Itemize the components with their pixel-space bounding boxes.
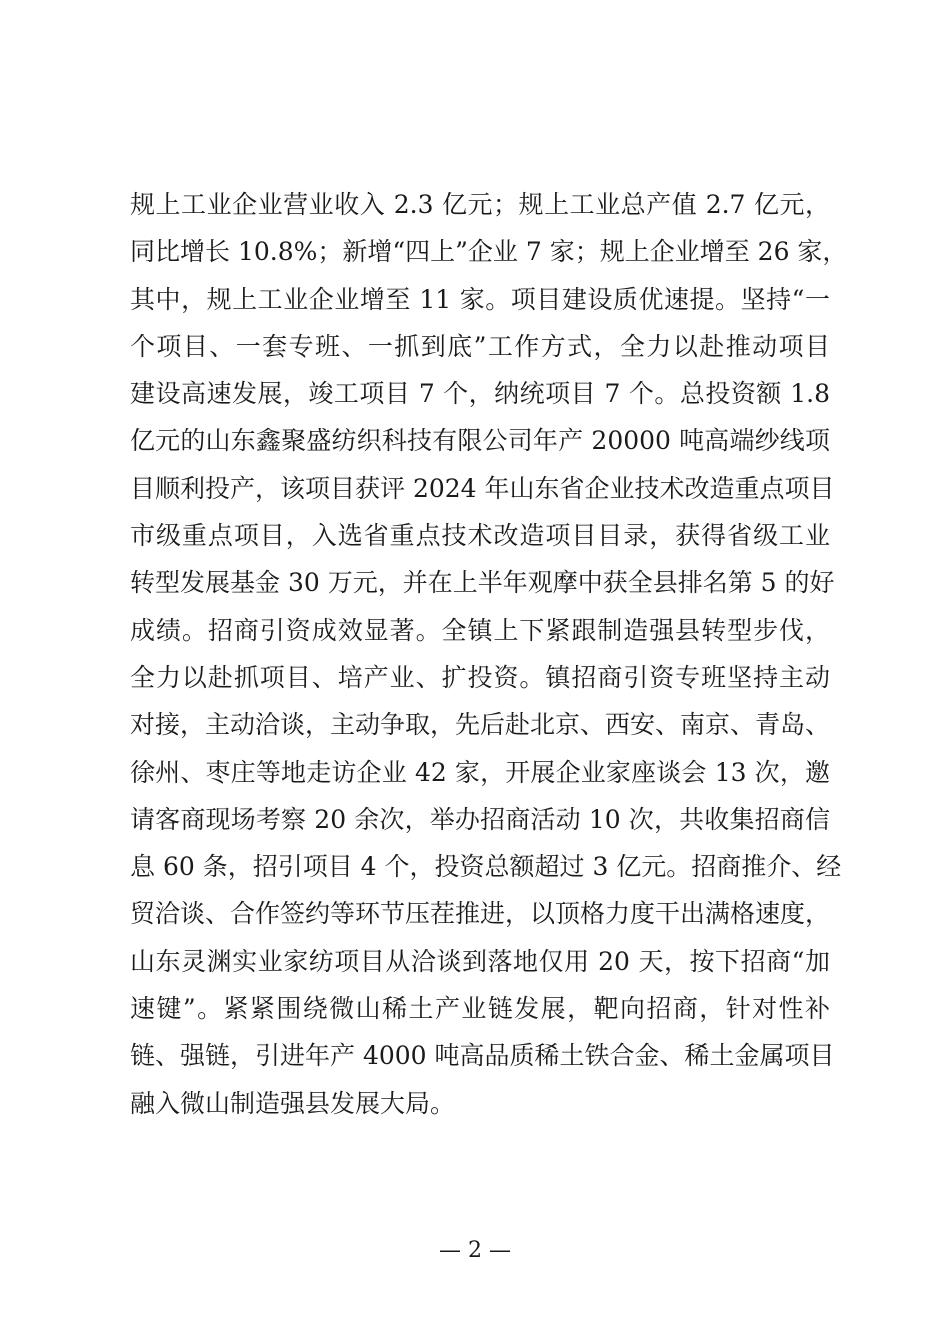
text-line: 目顺利投产，该项目获评 2024 年山东省企业技术改造重点项目 [130, 473, 835, 503]
text-line: 成绩。招商引资成效显著。全镇上下紧跟制造强县转型步伐， [130, 615, 830, 645]
text-line: 亿元的山东鑫聚盛纺织科技有限公司年产 20000 吨高端纱线项 [130, 426, 830, 456]
text-line: 山东灵渊实业家纺项目从洽谈到落地仅用 20 天，按下招商“加 [130, 946, 830, 976]
text-line: 同比增长 10.8%；新增“四上”企业 7 家；规上企业增至 26 家， [130, 237, 848, 267]
body-paragraph [130, 181, 848, 1127]
text-line: 转型发展基金 30 万元，并在上半年观摩中获全县排名第 5 的好 [130, 568, 835, 598]
text-line: 个项目、一套专班、一抓到底”工作方式，全力以赴推动项目 [130, 331, 830, 361]
text-line: 建设高速发展，竣工项目 7 个，纳统项目 7 个。总投资额 1.8 [130, 379, 830, 409]
text-line: 速键”。紧紧围绕微山稀土产业链发展，靶向招商，针对性补 [130, 994, 830, 1024]
text-line: 徐州、枣庄等地走访企业 42 家，开展企业家座谈会 13 次，邀 [130, 757, 830, 787]
text-line: 贸洽谈、合作签约等环节压茬推进，以顶格力度干出满格速度， [130, 899, 831, 929]
text-line: 其中，规上工业企业增至 11 家。项目建设质优速提。坚持“一 [130, 284, 830, 314]
text-line: 链、强链，引进年产 4000 吨高品质稀土铁合金、稀土金属项目 [130, 1041, 835, 1071]
text-line: 对接，主动洽谈，主动争取，先后赴北京、西安、南京、青岛、 [130, 710, 831, 740]
text-line: 市级重点项目，入选省重点技术改造项目目录，获得省级工业 [130, 521, 830, 551]
text-line: 规上工业企业营业收入 2.3 亿元；规上工业总产值 2.7 亿元， [130, 190, 830, 219]
text-line: 请客商现场考察 20 余次，举办招商活动 10 次，共收集招商信 [130, 804, 830, 834]
text-line: 息 60 条，招引项目 4 个，投资总额超过 3 亿元。招商推介、经 [130, 852, 842, 882]
text-line: 全力以赴抓项目、培产业、扩投资。镇招商引资专班坚持主动 [130, 662, 830, 692]
page-number: — 2 — [439, 1238, 511, 1263]
text-line: 融入微山制造强县发展大局。 [130, 1088, 456, 1118]
